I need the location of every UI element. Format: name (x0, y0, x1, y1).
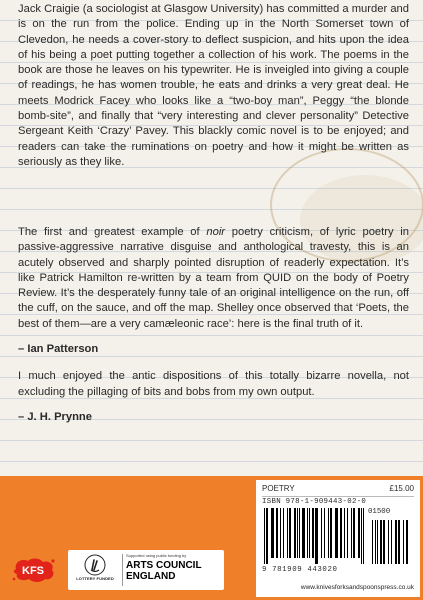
funding-panel (68, 550, 224, 590)
barcode-bar (276, 508, 278, 558)
barcode-bar (363, 508, 364, 564)
crossed-fingers-lottery-icon (84, 554, 106, 576)
kfs-logo-text: KFS (22, 565, 44, 577)
barcode-bar (307, 508, 308, 558)
barcode-header (262, 484, 414, 497)
barcode-bar (353, 508, 355, 558)
synopsis-block (18, 2, 409, 180)
review-prynne: I much enjoyed the antic dispositions of this totally bizarre novella, not excluding the pillaging of bits and bobs from my own output. (18, 370, 409, 398)
footer-band (0, 476, 423, 600)
barcode-bar (309, 508, 310, 558)
arts-council-name (126, 560, 222, 582)
ean-13-barcode-icon (262, 508, 412, 566)
barcode-bar (330, 508, 332, 558)
arts-council-logo (126, 553, 222, 582)
barcode-bar (372, 520, 373, 564)
barcode-bar (395, 520, 397, 564)
lottery-logo (70, 554, 120, 586)
barcode-bar (294, 508, 296, 558)
barcode-bar (266, 508, 268, 564)
barcode-bar (324, 508, 325, 558)
barcode-bar (312, 508, 314, 558)
barcode-bar (302, 508, 305, 558)
barcode-bar (344, 508, 345, 558)
barcode-bar (299, 508, 300, 558)
kfs-splat-logo (12, 557, 56, 583)
book-category: POETRY (262, 484, 295, 493)
funding-divider (122, 554, 123, 586)
supported-by-text: Supported using public funding by (126, 553, 187, 558)
barcode-bar (377, 520, 378, 564)
barcode-bar (280, 508, 281, 558)
barcode-bar (383, 520, 385, 564)
attribution-prynne: – J. H. Prynne (18, 410, 92, 423)
barcode-panel (256, 480, 420, 597)
barcode-bar (361, 508, 362, 564)
arts-council-line2: ENGLAND (126, 571, 176, 582)
price-addon-text: 01500 (368, 508, 391, 516)
arts-council-line1: ARTS COUNCIL (126, 560, 202, 571)
barcode-bar (388, 520, 389, 564)
barcode-bar (335, 508, 338, 558)
barcode-bar (351, 508, 352, 558)
barcode-bar (398, 520, 400, 564)
reviews-block (18, 225, 409, 437)
barcode-bar (391, 520, 392, 564)
barcode-bar (328, 508, 329, 558)
barcode-digits: 9 781909 443020 (262, 566, 338, 574)
barcode-bar (406, 520, 408, 564)
barcode-bar (287, 508, 288, 558)
review-patterson-part1: The first and greatest example of (18, 226, 207, 238)
barcode-bar (375, 520, 376, 564)
review-patterson-italic: noir (206, 226, 226, 238)
publisher-url: www.knivesforksandspoonspress.co.uk (300, 584, 414, 591)
barcode-bar (315, 508, 318, 564)
barcode-bar (264, 508, 265, 564)
barcode-bar (380, 520, 382, 564)
barcode-bar (321, 508, 322, 558)
synopsis-text: Jack Craigie (a sociologist at Glasgow University) has committed a murder and is on the run from the police. Ending up in the North Somerset town of Clevedon, he needs a cover-story to deflect suspicion, and hits upon the idea of his being a poet putting together a collection of his work. The poems in the book are those he leaves on his typewriter. He is inveigled into giving a couple of readings, he has women trouble, he eats and drinks a very great deal. He meets Modrick Facey who looks like a “two-boy man”, Peggy “the blonde bomb-site”, and finally that “very interesting and clever personality” Detective Sergeant Keith ‘Crazy’ Pavey. This blackly comic novel is to be enjoyed; and readers can take the ruminations on poetry and how it might be written as seriously as they like. (18, 3, 409, 168)
barcode-bar (347, 508, 348, 558)
barcode-bar (283, 508, 284, 558)
book-price: £15.00 (389, 484, 414, 493)
barcode-bar (271, 508, 274, 558)
lottery-funded-text: LOTTERY FUNDED (76, 576, 114, 581)
isbn-text: ISBN 978-1-909443-02-0 (262, 498, 367, 506)
barcode-bar (297, 508, 298, 558)
barcode-bar (289, 508, 291, 558)
review-patterson-part2: poetry criticism, of lyric poetry in passive-aggressive narrative disguise and anthological travesty, this is an acutely observed and sharply pointed disruption of readerly expectation. It’s like Patrick Hamilton re-written by a team from QUID on the body of Poetry Review. It’s the desperately funny tale of an original intelligence on the run, off the cuff, on the sauce, and off the map. Shelley once observed that ‘Poets, the best of them—are a very camæleonic race’: here is the final truth of it. (18, 226, 409, 330)
barcode-bar (340, 508, 342, 558)
review-patterson (18, 225, 409, 332)
attribution-patterson: – Ian Patterson (18, 343, 99, 356)
barcode-bar (403, 520, 404, 564)
barcode-bar (358, 508, 360, 558)
